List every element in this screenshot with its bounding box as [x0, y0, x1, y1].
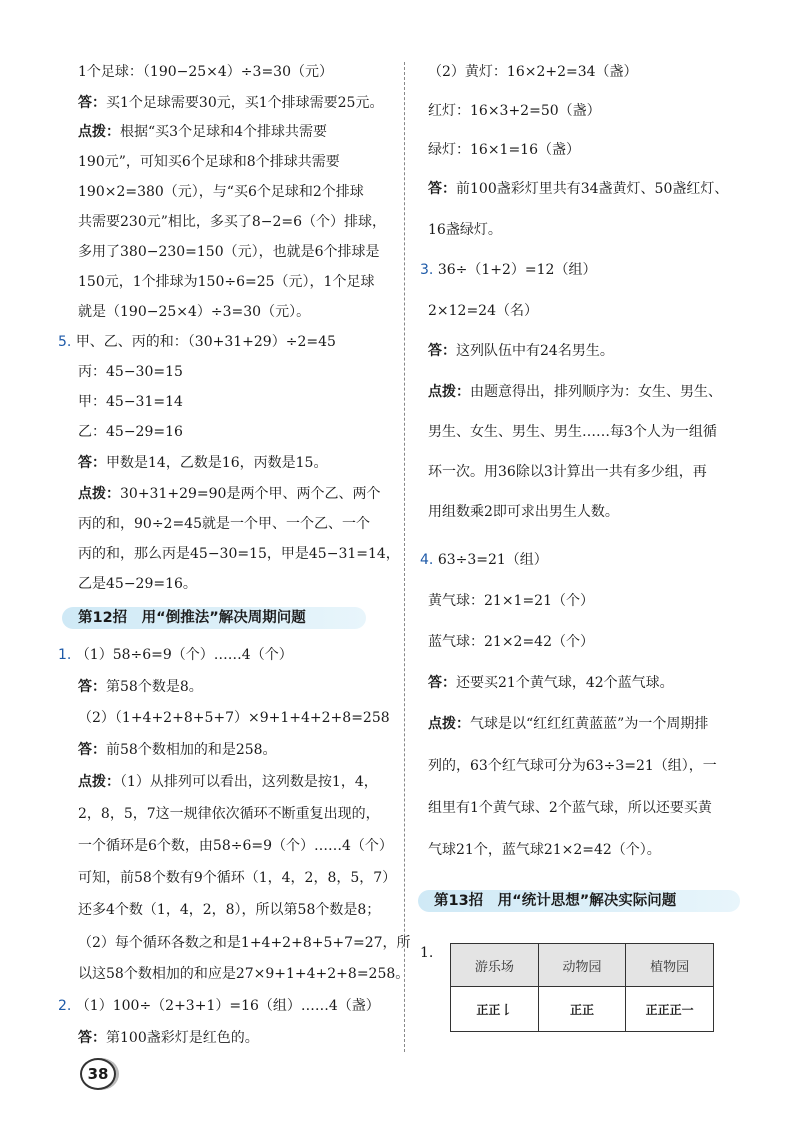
tally-botanical-garden: 正正正一 [626, 987, 714, 1032]
question-4: 4. 63÷3=21（组） [420, 552, 548, 568]
table-row [451, 987, 714, 1032]
text-line: （2）每个循环各数之和是1+4+2+8+5+7=27，所 [78, 935, 411, 951]
question-5: 5. 甲、乙、丙的和：（30+31+29）÷2=45 [58, 334, 336, 350]
answer-line: 答：第100盏彩灯是红色的。 [78, 1030, 259, 1046]
text-line: 共需要230元”相比，多买了8−2=6（个）排球， [78, 214, 387, 230]
text-line: 就是（190−25×4）÷3=30（元）。 [78, 304, 311, 320]
tip-line: 点拨：30+31+29=90是两个甲、两个乙、两个 [78, 486, 381, 502]
header-botanical-garden: 植物园 [626, 944, 714, 987]
answer-line: 答：这列队伍中有24名男生。 [428, 343, 614, 359]
text-line: 可知，前58个数有9个循环（1，4，2，8，5，7） [78, 870, 397, 886]
text-line: 以这58个数相加的和应是27×9+1+4+2+8=258。 [78, 966, 410, 982]
header-amusement-park: 游乐场 [451, 944, 539, 987]
text-line: 蓝气球：21×2=42（个） [428, 634, 594, 650]
question-2: 2. （1）100÷（2+3+1）=16（组）……4（盏） [58, 998, 380, 1014]
answer-line: 答：前100盏彩灯里共有34盏黄灯、50盏红灯、 [428, 181, 729, 197]
text-line: 丙的和，90÷2=45就是一个甲、一个乙、一个 [78, 516, 370, 532]
text-line: 丙：45−30=15 [78, 364, 183, 380]
text-line: 190元”，可知买6个足球和8个排球共需要 [78, 154, 340, 170]
page-number: 38 [80, 1058, 116, 1090]
tip-line: 点拨：（1）从排列可以看出，这列数是按1，4， [78, 774, 378, 790]
answer-line: 答：前58个数相加的和是258。 [78, 742, 277, 758]
text-line: （2）黄灯：16×2+2=34（盏） [428, 64, 638, 80]
tally-zoo: 正正 [538, 987, 626, 1032]
question-1-stats: 1. [420, 945, 434, 961]
header-zoo: 动物园 [538, 944, 626, 987]
text-line: 多用了380−230=150（元），也就是6个排球是 [78, 244, 380, 260]
text-line: （2）（1+4+2+8+5+7）×9+1+4+2+8=258 [78, 710, 390, 726]
text-line: 150元，1个排球为150÷6=25（元），1个足球 [78, 274, 375, 290]
tally-amusement-park: 正正𠄌 [451, 987, 539, 1032]
text-line: 甲：45−31=14 [78, 394, 183, 410]
text-line: 16盏绿灯。 [428, 222, 502, 238]
text-line: 用组数乘2即可求出男生人数。 [428, 504, 619, 520]
text-line: 男生、女生、男生、男生……每3个人为一组循 [428, 424, 717, 440]
answer-line: 答：甲数是14，乙数是16，丙数是15。 [78, 455, 328, 471]
tip-line: 点拨：由题意得出，排列顺序为：女生、男生、 [428, 384, 722, 400]
text-line: 黄气球：21×1=21（个） [428, 593, 594, 609]
text-line: 2×12=24（名） [428, 303, 538, 319]
tally-table [450, 943, 714, 1032]
section-banner-13: 第13招 用“统计思想”解决实际问题 [418, 890, 740, 912]
tip-line: 点拨：气球是以“红红红黄蓝蓝”为一个周期排 [428, 716, 709, 732]
text-line: 还多4个数（1，4，2，8），所以第58个数是8； [78, 902, 381, 918]
text-line: 一个循环是6个数，由58÷6=9（个）……4（个） [78, 838, 393, 854]
text-line: 丙的和，那么丙是45−30=15，甲是45−31=14， [78, 546, 400, 562]
text-line: 红灯：16×3+2=50（盏） [428, 103, 601, 119]
answer-line: 答：第58个数是8。 [78, 679, 203, 695]
answer-line: 答：还要买21个黄气球，42个蓝气球。 [428, 675, 674, 691]
text-line: 乙：45−29=16 [78, 424, 183, 440]
section-banner-12: 第12招 用“倒推法”解决周期问题 [62, 607, 366, 629]
text-line: 气球21个，蓝气球21×2=42（个）。 [428, 842, 661, 858]
question-1: 1. （1）58÷6=9（个）……4（个） [58, 647, 293, 663]
text-line: 绿灯：16×1=16（盏） [428, 142, 580, 158]
text-line: 环一次。用36除以3计算出一共有多少组，再 [428, 464, 707, 480]
text-line: 组里有1个黄气球、2个蓝气球，所以还要买黄 [428, 800, 712, 816]
tip-line: 点拨：根据“买3个足球和4个排球共需要 [78, 124, 327, 140]
column-divider [404, 62, 405, 1052]
answer-line: 答：买1个足球需要30元，买1个排球需要25元。 [78, 95, 384, 111]
question-3: 3. 36÷（1+2）=12（组） [420, 262, 597, 278]
text-line: 乙是45−29=16。 [78, 576, 197, 592]
table-header-row [451, 944, 714, 987]
text-line: 2，8，5，7这一规律依次循环不断重复出现的， [78, 806, 380, 822]
text-line: 1个足球：（190−25×4）÷3=30（元） [78, 64, 333, 80]
text-line: 190×2=380（元），与“买6个足球和2个排球 [78, 184, 364, 200]
text-line: 列的，63个红气球可分为63÷3=21（组），一 [428, 758, 717, 774]
